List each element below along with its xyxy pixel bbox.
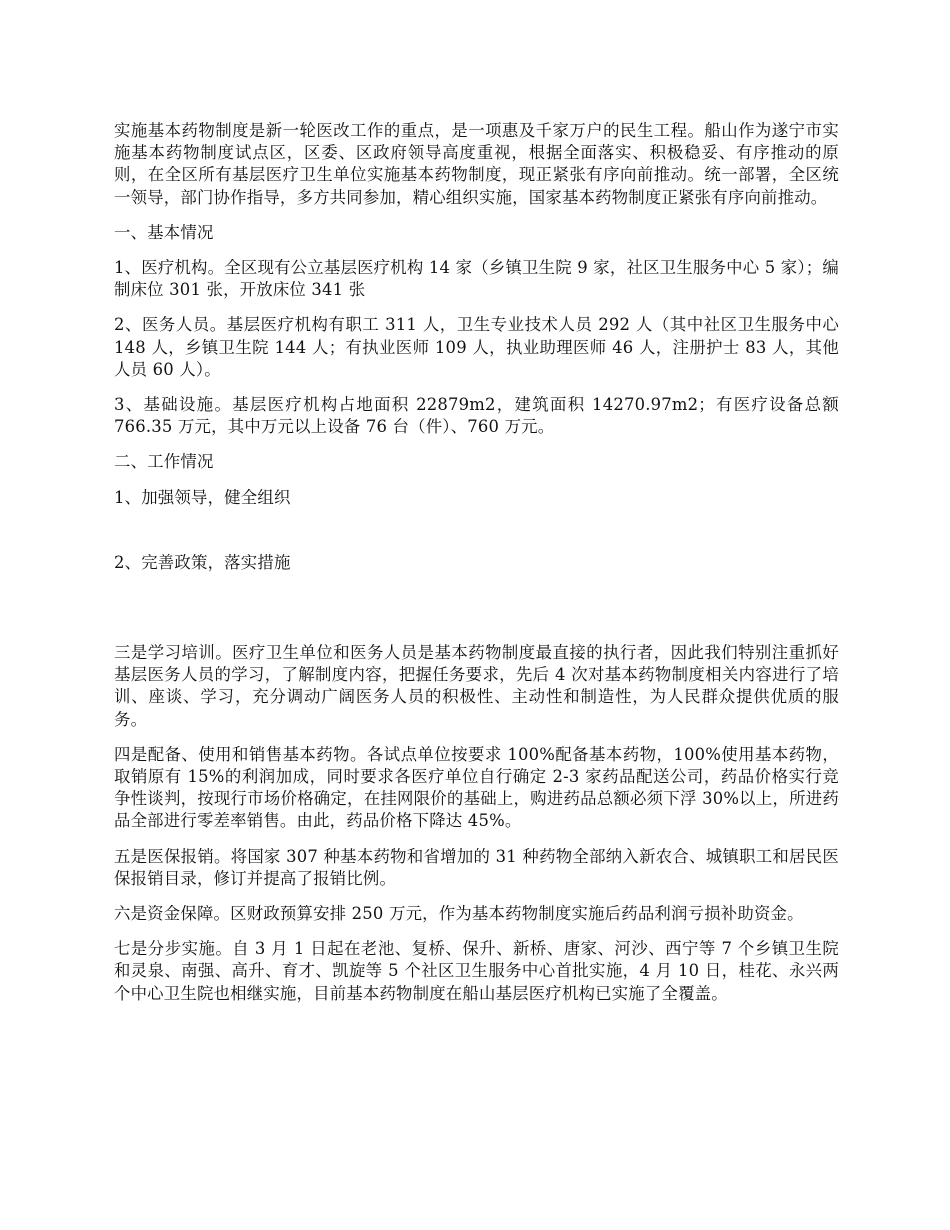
- section-heading-work: 二、工作情况: [114, 452, 214, 472]
- paragraph-insurance: 五是医保报销。将国家 307 种基本药物和省增加的 31 种药物全部纳入新农合、城镇职工和居民医保报销目录，修订并提高了报销比例。: [114, 846, 839, 888]
- blank-space: [114, 522, 839, 552]
- item-medical-staff: 2、医务人员。基层医疗机构有职工 311 人，卫生专业技术人员 292 人（其中社区卫生服务中心 148 人，乡镇卫生院 144 人；有执业医师 109 人，执业助理医师 46 人，注册护士 83 人，其他人员 60 人）。: [114, 315, 839, 379]
- paragraph-rollout: 七是分步实施。自 3 月 1 日起在老池、复桥、保升、新桥、唐家、河沙、西宁等 7 个乡镇卫生院和灵泉、南强、高升、育才、凯旋等 5 个社区卫生服务中心首批实施，4 月 10 日，桂花、永兴两个中心卫生院也相继实施，目前基本药物制度在船山基层医疗机构已实施了全覆盖。: [114, 939, 839, 1003]
- item-infrastructure: 3、基础设施。基层医疗机构占地面积 22879m2，建筑面积 14270.97m2；有医疗设备总额 766.35 万元，其中万元以上设备 76 台（件）、760 万元。: [114, 395, 839, 437]
- section-heading-basic: 一、基本情况: [114, 222, 214, 242]
- subheading-leadership: 1、加强领导，健全组织: [114, 487, 291, 507]
- document-body: [114, 120, 839, 1018]
- intro-paragraph: 实施基本药物制度是新一轮医改工作的重点，是一项惠及千家万户的民生工程。船山作为遂宁市实施基本药物制度试点区，区委、区政府领导高度重视，根据全面落实、积极稳妥、有序推动的原则，在全区所有基层医疗卫生单位实施基本药物制度，现正紧张有序向前推动。统一部署，全区统一领导，部门协作指导，多方共同参加，精心组织实施，国家基本药物制度正紧张有序向前推动。: [114, 121, 839, 207]
- paragraph-funding: 六是资金保障。区财政预算安排 250 万元，作为基本药物制度实施后药品利润亏损补助资金。: [114, 904, 804, 924]
- paragraph-drug-supply: 四是配备、使用和销售基本药物。各试点单位按要求 100%配备基本药物，100%使用基本药物，取销原有 15%的利润加成，同时要求各医疗单位自行确定 2-3 家药品配送公司，药品价格实行竞争性谈判，按现行市场价格确定，在挂网限价的基础上，购进药品总额必须下浮 30%以上，所进药品全部进行零差率销售。由此，药品价格下降达 45%。: [114, 744, 839, 831]
- blank-space: [114, 587, 839, 642]
- item-medical-institutions: 1、医疗机构。全区现有公立基层医疗机构 14 家（乡镇卫生院 9 家，社区卫生服务中心 5 家）；编制床位 301 张，开放床位 341 张: [114, 258, 839, 300]
- subheading-policy: 2、完善政策，落实措施: [114, 552, 291, 572]
- paragraph-training: 三是学习培训。医疗卫生单位和医务人员是基本药物制度最直接的执行者，因此我们特别注重抓好基层医务人员的学习，了解制度内容，把握任务要求，先后 4 次对基本药物制度相关内容进行了培训、座谈、学习，充分调动广阔医务人员的积极性、主动性和制造性，为人民群众提供优质的服务。: [114, 643, 839, 729]
